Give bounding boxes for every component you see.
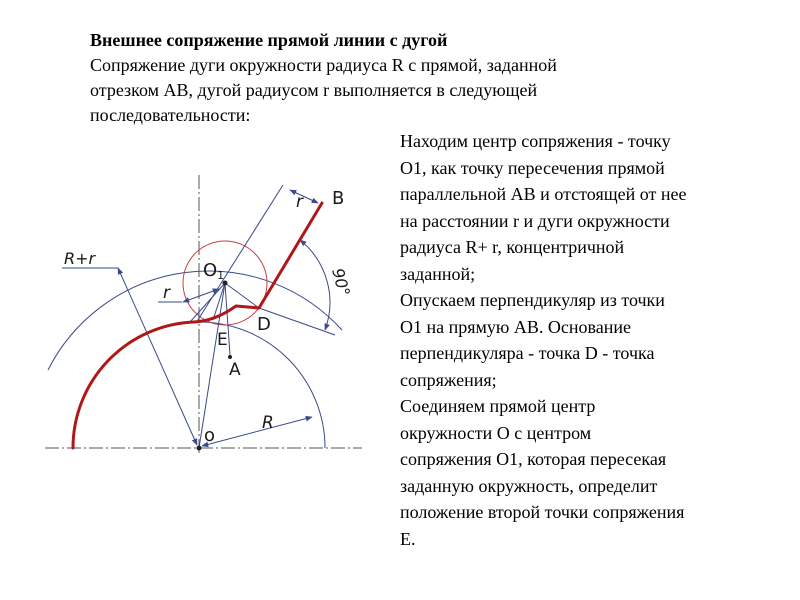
step-line: сопряжения;	[400, 369, 497, 390]
intro-line: последовательности:	[90, 105, 251, 125]
intro-line: отрезком АВ, дугой радиусом r выполняется в следующей	[90, 80, 538, 100]
label-O: o	[204, 425, 216, 446]
step-line: Соединяем прямой центр	[400, 396, 596, 416]
step-line: Находим центр сопряжения - точку	[400, 131, 671, 151]
step-line: положение второй точки сопряжения	[400, 502, 685, 522]
step-line: на расстоянии r и дуги окружности	[400, 210, 670, 231]
heading: Внешнее сопряжение прямой линии с дугой	[90, 30, 448, 50]
dimension-R-plus-r	[118, 268, 197, 445]
label-O1-sub: 1	[217, 269, 225, 282]
label-B: B	[332, 188, 345, 209]
step-line: О1, как точку пересечения прямой	[400, 157, 665, 178]
label-O1	[203, 260, 224, 282]
step-line: радиуса R+ r, концентричной	[400, 237, 625, 257]
step-line: перпендикуляра - точка D - точка	[400, 343, 655, 363]
dimension-90-arc	[300, 240, 330, 330]
dimension-r-top	[290, 190, 318, 203]
label-R: R	[262, 413, 274, 433]
parallel-line	[196, 185, 283, 323]
step-line: О1 на прямую АВ. Основание	[400, 316, 632, 337]
label-angle-90: 90°	[328, 266, 354, 299]
step-line: сопряжения О1, которая пересекая	[400, 449, 667, 469]
intro-line: Сопряжение дуги окружности радиуса R с прямой, заданной	[90, 55, 557, 75]
step-line: заданную окружность, определит	[400, 475, 658, 496]
perpendicular-O1-D	[225, 283, 259, 308]
label-R-plus-r: R+r	[64, 249, 96, 268]
label-E: E	[217, 330, 228, 350]
conjugation-curve	[73, 203, 322, 448]
step-line: Опускаем перпендикуляр из точки	[400, 290, 665, 310]
step-line: заданной;	[400, 263, 476, 284]
step-line: параллельной АВ и отстоящей от нее	[400, 184, 687, 204]
step-line: Е.	[400, 528, 416, 549]
label-O1-main: O	[203, 260, 218, 281]
label-r-top: r	[296, 192, 303, 212]
label-A: A	[229, 360, 241, 380]
point-A	[228, 355, 232, 359]
step-line: окружности О с центром	[400, 422, 592, 443]
label-r-left: r	[163, 283, 170, 303]
point-O	[197, 446, 202, 451]
dimension-R	[202, 417, 312, 446]
label-D: D	[257, 314, 271, 335]
